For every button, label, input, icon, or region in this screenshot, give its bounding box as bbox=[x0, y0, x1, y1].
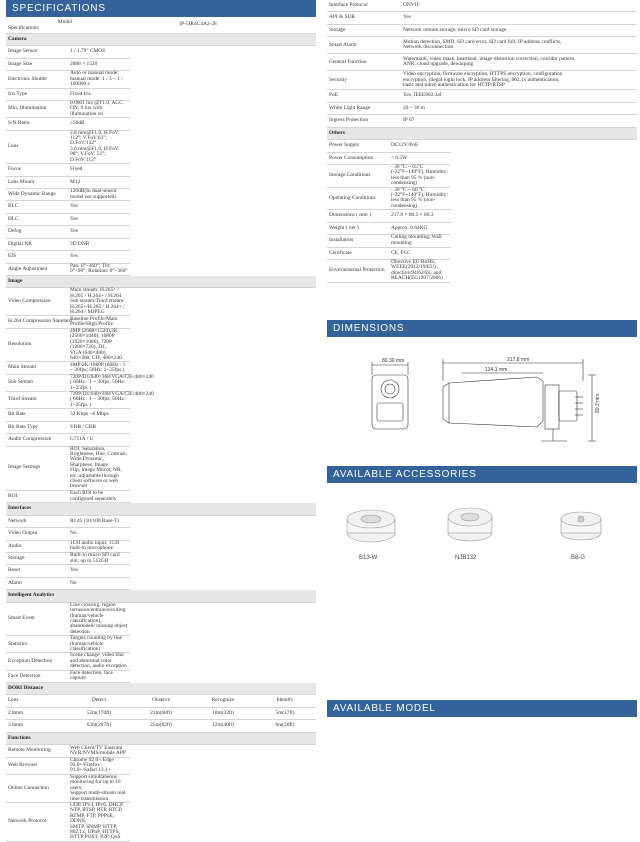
spec-key: Audio Compression bbox=[6, 434, 68, 446]
spec-key: Video Output bbox=[6, 528, 68, 540]
accessories-images bbox=[327, 483, 637, 563]
spec-row bbox=[327, 187, 637, 210]
spec-value: Directive EU RoHS, WEEE(2012/19/EU) , directive/94/62/EC and REACH(EC1907/2006) bbox=[389, 259, 451, 282]
accessory-name-3: B8-G bbox=[571, 555, 586, 561]
spec-value: Yes bbox=[68, 201, 130, 213]
spec-row bbox=[6, 288, 316, 316]
spec-row bbox=[6, 745, 316, 757]
spec-row bbox=[327, 71, 637, 90]
spec-value: 720P/D1/640×368/VGA/CIF/480×240 ( 60Hz : 1 ~ 30fps; 50Hz: 1~25fps ) bbox=[70, 373, 154, 391]
spec-row bbox=[6, 490, 316, 502]
spec-key: Resolution bbox=[6, 328, 68, 361]
spec-value: < 6.5W bbox=[389, 152, 451, 164]
functions-section bbox=[6, 733, 316, 842]
specifications-column-right bbox=[327, 0, 637, 283]
spec-value: Network remote storage; micro SD card storage bbox=[401, 24, 637, 36]
spec-row bbox=[6, 226, 316, 238]
spec-row bbox=[327, 259, 637, 282]
dim-height-label: 80.3 mm bbox=[595, 393, 601, 413]
dimensions-section bbox=[327, 320, 637, 451]
spec-value: Fixed Iris bbox=[68, 88, 130, 100]
spec-row bbox=[6, 251, 316, 263]
spec-key: Min. Illumination bbox=[6, 100, 68, 117]
spec-row bbox=[6, 515, 316, 527]
spec-row bbox=[6, 130, 316, 163]
spec-value: 20 ~ 30 m bbox=[401, 102, 637, 114]
section-header bbox=[6, 276, 316, 288]
spec-row bbox=[6, 757, 316, 774]
spec-row bbox=[327, 115, 637, 127]
spec-value: - 30 °C ~ 65°C (-22°F~149°F), Humidity: less than 95 % (non-condensing) bbox=[389, 164, 451, 187]
spec-value: Chrome 92.0+/Edge 92.0+/Firefox 91.0+/Safari 13.1+ bbox=[68, 757, 130, 774]
dori-cell: 2.8mm bbox=[6, 707, 68, 719]
spec-value: VBR / CBR bbox=[68, 421, 130, 433]
dori-cell: 6m(20ft) bbox=[254, 720, 316, 732]
spec-row bbox=[327, 222, 637, 234]
spec-value: Web Client/TV Eastcam NVR/NVMS/mobile APP bbox=[68, 745, 130, 757]
spec-value: 4MP/2K/1080P (60Hz : 1 ~ 30fps; 50Hz: 1~25fps ) bbox=[68, 362, 130, 374]
spec-value: G711A / U bbox=[68, 434, 130, 446]
spec-key: Sub Stream bbox=[6, 374, 68, 391]
spec-value: Watermark, video mask, heartbeat, image distortion correction, corridor pattern, ANR, cloud upgrade, dewarping bbox=[401, 54, 637, 71]
spec-section-table bbox=[6, 503, 316, 590]
spec-key: Lens bbox=[6, 130, 68, 163]
dori-cell: 10m(33ft) bbox=[192, 707, 254, 719]
spec-row bbox=[6, 636, 316, 653]
spec-key: Defog bbox=[6, 226, 68, 238]
spec-row bbox=[6, 213, 316, 225]
spec-key: Image Size bbox=[6, 58, 68, 70]
spec-key: Smart Alarm bbox=[327, 37, 401, 54]
spec-value: Pan: 0°~360°; Tilt: 0°~90°; Rotation: 0°~360° bbox=[68, 263, 130, 275]
spec-value: 1 / 1.79" CMOS bbox=[68, 46, 130, 58]
spec-value: Video encryption, firmware encryption, HTTPS encryption, configuration encryption, illegal login lock, IP address filtering, 802.1x authentication, basic and token authentication for HTTP/RTSP bbox=[401, 71, 637, 90]
spec-value: Yes bbox=[68, 251, 130, 263]
spec-value: Ceiling mounting; Wall mounting bbox=[389, 235, 451, 247]
spec-key: Lens Mount bbox=[6, 176, 68, 188]
spec-value: 1CH audio input; 1CH built-in microphone bbox=[68, 540, 130, 552]
dori-column-header: Detect bbox=[68, 695, 130, 707]
spec-value: No bbox=[68, 528, 130, 540]
spec-key: Security bbox=[327, 71, 401, 90]
spec-row bbox=[6, 774, 316, 802]
accessory-image-njb132 bbox=[448, 508, 492, 541]
spec-key: Alarm bbox=[6, 577, 68, 589]
spec-key: Exception Detection bbox=[6, 653, 68, 670]
spec-key: Environmental Protection bbox=[327, 259, 389, 282]
spec-row bbox=[327, 140, 637, 152]
spec-value: 32 Kbps ~8 Mbps bbox=[68, 409, 130, 421]
spec-row bbox=[6, 88, 316, 100]
accessory-image-b13-w bbox=[347, 510, 395, 542]
spec-key: Online Connection bbox=[6, 774, 68, 802]
spec-key: Network Protocol bbox=[6, 802, 68, 841]
spec-value: Support simultaneous monitoring for up to 10 users; Support multi-stream real time transmission bbox=[68, 774, 130, 802]
spec-section-table bbox=[6, 590, 316, 683]
spec-row bbox=[6, 316, 316, 328]
spec-row bbox=[327, 90, 637, 102]
dori-cell: 52m(170ft) bbox=[68, 707, 130, 719]
accessories-section bbox=[327, 466, 637, 563]
dori-cell: 12m(40ft) bbox=[192, 720, 254, 732]
spec-row bbox=[6, 602, 316, 635]
spec-row bbox=[6, 552, 316, 564]
spec-value: Motion detection, SMD, SD card error, SD card full, IP address conflicts, Network disconnection bbox=[401, 37, 637, 54]
spec-row bbox=[327, 12, 637, 24]
spec-key: Digital NR bbox=[6, 238, 68, 250]
spec-value: Yes bbox=[68, 565, 130, 577]
spec-sections bbox=[6, 34, 316, 683]
spec-row bbox=[6, 188, 316, 200]
spec-key: Power Supply bbox=[327, 140, 389, 152]
spec-value: - 30 °C ~ 60 °C (-22°F~140°F), Humidity: less than 95 % (non-condensing) bbox=[389, 187, 451, 210]
spec-key: Power Consumption bbox=[327, 152, 389, 164]
spec-row bbox=[6, 374, 316, 391]
spec-key: ROI bbox=[6, 490, 68, 502]
section-title: DORI Distance bbox=[6, 683, 316, 695]
spec-value: Each ROI to be configured separately bbox=[68, 490, 130, 502]
spec-row bbox=[6, 528, 316, 540]
spec-row bbox=[327, 54, 637, 71]
spec-value: Baseline Profile/Main Profile/High Profile bbox=[68, 316, 130, 328]
spec-value: Yes bbox=[401, 12, 637, 24]
available-model-banner: AVAILABLE MODEL bbox=[327, 700, 637, 717]
spec-value: Auto or manual mode; manual mode: 1 / 3 ~ 1 / 100000 s bbox=[68, 71, 130, 88]
spec-key: API & SDK bbox=[327, 12, 401, 24]
section-title: Interfaces bbox=[6, 503, 316, 515]
section-title: Camera bbox=[6, 34, 316, 46]
spec-key: Network bbox=[6, 515, 68, 527]
section-title: Functions bbox=[6, 733, 316, 745]
spec-value: Built-in micro SD card slot, up to 512GB bbox=[68, 552, 130, 564]
spec-value: Yes bbox=[68, 213, 130, 225]
spec-value: 120dB(In dual-sensor model not supported) bbox=[68, 188, 130, 200]
dori-table bbox=[6, 683, 316, 733]
spec-key: PoE bbox=[327, 90, 401, 102]
spec-value: 3D DNR bbox=[68, 238, 130, 250]
functions-table bbox=[6, 733, 316, 842]
section-title: Image bbox=[6, 276, 316, 288]
spec-key: Web Browser bbox=[6, 757, 68, 774]
spec-row bbox=[6, 670, 316, 682]
spec-value: Fixed bbox=[68, 164, 130, 176]
spec-key: Remote Monitoring bbox=[6, 745, 68, 757]
spec-row bbox=[6, 362, 316, 374]
spec-row bbox=[6, 653, 316, 670]
spec-key: Storage bbox=[6, 552, 68, 564]
spec-key: Installation bbox=[327, 235, 389, 247]
spec-key: S/N Ratio bbox=[6, 118, 68, 130]
spec-row bbox=[6, 46, 316, 58]
dimensions-banner: DIMENSIONS bbox=[327, 320, 637, 337]
dori-cell: 5m(17ft) bbox=[254, 707, 316, 719]
dori-cell: 21m(68ft) bbox=[130, 707, 192, 719]
spec-value: Targets counting by line (human/vehicle classification) bbox=[68, 636, 130, 653]
spec-row bbox=[6, 409, 316, 421]
spec-key: Weight ( net ) bbox=[327, 222, 389, 234]
spec-row bbox=[6, 58, 316, 70]
accessory-image-b8-g bbox=[561, 512, 601, 540]
spec-value: Face detection, face capture bbox=[68, 670, 130, 682]
spec-section-table bbox=[6, 276, 316, 503]
spec-row bbox=[327, 37, 637, 54]
spec-value: UDP, IPv4, IPv6, DHCP, NTP, RTSP, RTP, RTCP, RTMP, FTP, PPPoE, DDNS, SMTP, SNMP, HTTP, 802.1x, UPnP, HTTPS, HTTP POST, P2P, QoS bbox=[68, 802, 130, 841]
spec-key: Reset bbox=[6, 565, 68, 577]
section-title: Intelligent Analytics bbox=[6, 590, 316, 602]
spec-row bbox=[6, 201, 316, 213]
spec-key: Third Stream bbox=[6, 392, 68, 409]
spec-row bbox=[327, 24, 637, 36]
spec-key: Storage Conditions bbox=[327, 164, 389, 187]
section-header bbox=[6, 34, 316, 46]
spec-row bbox=[6, 176, 316, 188]
spec-key: Smart Event bbox=[6, 602, 68, 635]
others-table bbox=[327, 128, 637, 283]
spec-value: 0.0001 lux @F1.0, AGC ON; 0 lux with illumination on bbox=[68, 100, 130, 117]
spec-row bbox=[6, 434, 316, 446]
dori-cell: 25m(82ft) bbox=[130, 720, 192, 732]
spec-header-label bbox=[6, 17, 80, 34]
spec-value: Main stream: H.265+ / H.265 / H.264+ / H.264 Sub stream/Third stream: H.265+/H.265 / H.264+ / H.264 / MJPEG bbox=[68, 288, 130, 316]
spec-value: 2888 × 1520 bbox=[68, 58, 130, 70]
spec-row bbox=[6, 71, 316, 88]
spec-value: 2.8 mm@F1.0, H.FoV: 112°; V.FoV:61°; D.FoV:132° 3.6 mm@F1.0, H.FoV: 98°; V.FoV: 51°; D.FoV:112° bbox=[68, 130, 130, 163]
spec-row bbox=[327, 152, 637, 164]
accessories-banner: AVAILABLE ACCESSORIES bbox=[327, 466, 637, 483]
section-header bbox=[6, 590, 316, 602]
spec-key: Electronic Shutter bbox=[6, 71, 68, 88]
spec-value: 4MP (2688×1520),2K (2560×1440), 1080P (1920×1080), 720P (1280×720), D1, VGA (640×480), 640×368, CIF, 480×240 bbox=[68, 328, 130, 361]
spec-value: IP 67 bbox=[401, 115, 637, 127]
spec-key: EIS bbox=[6, 251, 68, 263]
dori-section-header bbox=[6, 683, 316, 695]
spec-value: Scene change, video blur and abnormal color detection, audio exception bbox=[68, 653, 130, 670]
spec-value: No bbox=[68, 577, 130, 589]
model-label: Model bbox=[57, 19, 72, 25]
spec-row bbox=[6, 421, 316, 433]
spec-key: Video Compression bbox=[6, 288, 68, 316]
spec-row bbox=[6, 540, 316, 552]
spec-table-continued bbox=[327, 0, 637, 128]
model-value: IP-5IR4C4A2-28 bbox=[80, 17, 316, 34]
spec-row bbox=[6, 446, 316, 490]
spec-row bbox=[6, 100, 316, 117]
spec-value: Approx. 0.64KG bbox=[389, 222, 451, 234]
spec-row bbox=[6, 328, 316, 361]
spec-value: Yes bbox=[68, 226, 130, 238]
spec-key: Dimensions ( mm ) bbox=[327, 210, 389, 222]
dori-column-header: Observe bbox=[130, 695, 192, 707]
dori-column-header: Lens bbox=[6, 695, 68, 707]
spec-row bbox=[327, 235, 637, 247]
specifications-column bbox=[6, 0, 316, 842]
accessory-name-1: B13-W bbox=[359, 555, 378, 561]
spec-row bbox=[6, 565, 316, 577]
spec-value: Yes, IEEE802.3af bbox=[401, 90, 637, 102]
dori-header-row bbox=[6, 695, 316, 707]
spec-key: Bit Rate Type bbox=[6, 421, 68, 433]
spec-value: ROI, Saturation, Brightness, Hue, Contrast, Wide Dynamic, Sharpness, Image Flip, Image Mirror, NR, etc. adjustable through client software or web browser bbox=[68, 446, 130, 490]
camera-side-view bbox=[449, 377, 543, 427]
spec-key: Statistics bbox=[6, 636, 68, 653]
spec-key: Angle Adjustment bbox=[6, 263, 68, 275]
spec-key: Operating Conditions bbox=[327, 187, 389, 210]
others-section bbox=[327, 128, 637, 283]
spec-row bbox=[6, 263, 316, 275]
dim-width-label: 80.30 mm bbox=[382, 358, 405, 364]
spec-key: Certificate bbox=[327, 247, 389, 259]
accessory-name-2: NJB132 bbox=[455, 555, 477, 561]
spec-table-header bbox=[6, 17, 316, 34]
spec-row bbox=[6, 164, 316, 176]
spec-key: Image Settings bbox=[6, 446, 68, 490]
spec-row bbox=[327, 247, 637, 259]
others-section-header bbox=[327, 128, 637, 140]
spec-key: Interface Protocol bbox=[327, 0, 401, 12]
spec-value: DC12V/PoE bbox=[389, 140, 451, 152]
spec-value: Line crossing, region intrusion/entrance/exiting (human/vehicle classification), abandoned/ missing object detection bbox=[68, 602, 130, 635]
dori-column-header: Identify bbox=[254, 695, 316, 707]
spec-key: Bit Rate bbox=[6, 409, 68, 421]
dimensions-drawing bbox=[327, 341, 637, 451]
spec-key: Focus bbox=[6, 164, 68, 176]
dori-column-header: Recognize bbox=[192, 695, 254, 707]
spec-key: Face Detection bbox=[6, 670, 68, 682]
functions-section-header bbox=[6, 733, 316, 745]
spec-value: 217.8 × 80.5 × 80.3 bbox=[389, 210, 451, 222]
spec-value: RJ 45 (10/100 Base-T) bbox=[68, 515, 130, 527]
spec-row bbox=[6, 802, 316, 841]
spec-key: Iris Type bbox=[6, 88, 68, 100]
spec-value: ≥56dB bbox=[68, 118, 130, 130]
dori-row bbox=[6, 707, 316, 719]
spec-row bbox=[6, 392, 316, 409]
specifications-banner: SPECIFICATIONS bbox=[6, 0, 316, 17]
spec-key: White Light Range bbox=[327, 102, 401, 114]
specifications-label: Specifications bbox=[8, 25, 39, 31]
spec-value: 720P/D1/640×368/VGA/CIF/480×240 ( 60Hz : 1 ~ 30fps; 50Hz: 1~25fps ) bbox=[70, 391, 154, 408]
spec-key: Storage bbox=[327, 24, 401, 36]
spec-key: Main Stream bbox=[6, 362, 68, 374]
spec-key: General Function bbox=[327, 54, 401, 71]
spec-key: BLC bbox=[6, 201, 68, 213]
spec-key: Audio bbox=[6, 540, 68, 552]
spec-row bbox=[6, 577, 316, 589]
spec-row bbox=[327, 164, 637, 187]
spec-value: ONVIF bbox=[401, 0, 637, 12]
spec-row bbox=[6, 118, 316, 130]
dori-cell: 63m(207ft) bbox=[68, 720, 130, 732]
spec-value: CE, FCC bbox=[389, 247, 451, 259]
section-title: Others bbox=[327, 128, 637, 140]
spec-key: Image Sensor bbox=[6, 46, 68, 58]
available-model-section bbox=[327, 700, 637, 717]
section-header bbox=[6, 503, 316, 515]
spec-row bbox=[6, 238, 316, 250]
spec-row bbox=[327, 210, 637, 222]
dim-body-label: 134.1 mm bbox=[485, 367, 508, 373]
spec-row bbox=[327, 0, 637, 12]
spec-row bbox=[327, 102, 637, 114]
spec-value: M12 bbox=[68, 176, 130, 188]
spec-key: HLC bbox=[6, 213, 68, 225]
spec-key: Wide Dynamic Range bbox=[6, 188, 68, 200]
spec-key: H.264 Compression Standard bbox=[6, 316, 68, 328]
spec-key: Ingress Protection bbox=[327, 115, 401, 127]
spec-section-table bbox=[6, 34, 316, 276]
dori-cell: 3.6mm bbox=[6, 720, 68, 732]
dim-length-label: 217.8 mm bbox=[507, 357, 530, 363]
dori-row bbox=[6, 720, 316, 732]
